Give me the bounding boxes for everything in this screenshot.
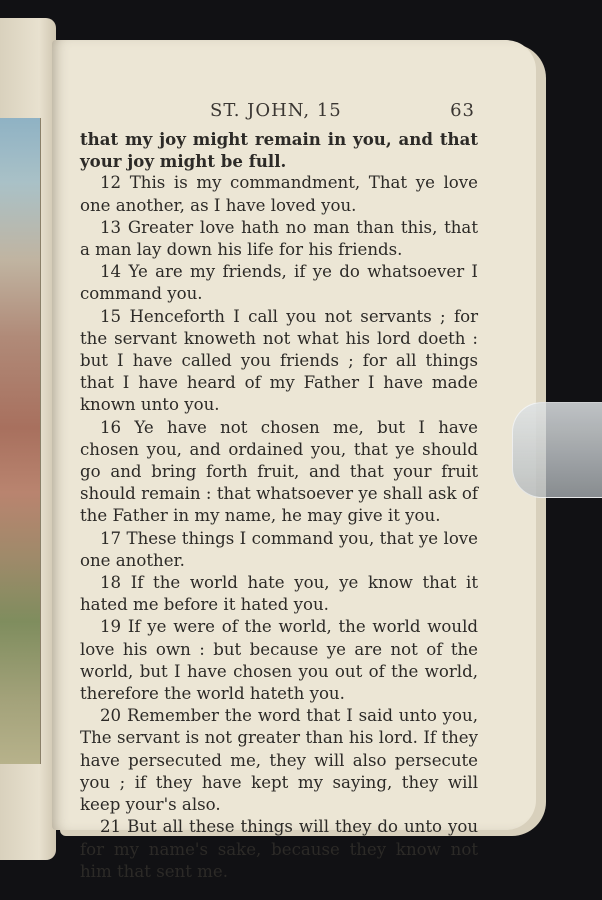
verse-text: Greater love hath no man than this, that a man lay down his life for his friends. (80, 217, 478, 260)
verse-number: 21 (100, 817, 122, 837)
verse-number: 16 (100, 417, 122, 437)
verse-number: 19 (100, 617, 122, 637)
verse (80, 261, 478, 305)
verse-text: If ye were of the world, the world would love his own : but because ye are not of the world, but I have chosen you out of the world, therefore the world hateth you. (80, 617, 478, 704)
verse-continuation (80, 128, 478, 172)
verse-text: Ye have not chosen me, but I have chosen you, and ordained you, that ye should go and bring forth fruit, and that your fruit should remain : that whatsoever ye shall ask of the Father in my name, he may give it you. (80, 417, 478, 526)
verse (80, 217, 478, 261)
page-clip (512, 402, 602, 498)
page-number: 63 (450, 100, 475, 121)
verse-number: 14 (100, 262, 122, 282)
verse (80, 417, 478, 528)
color-plate-illustration (0, 118, 41, 764)
verse-text: These things I command you, that ye love one another. (80, 528, 479, 570)
verse-text: Remember the word that I said unto you, The servant is not greater than his lord. If they have persecuted me, they will also persecute you ; if they have kept my saying, they will keep your's also. (80, 706, 478, 815)
verse (80, 306, 478, 417)
page-header (80, 100, 480, 124)
verse (80, 528, 478, 572)
verse-number: 20 (100, 706, 122, 726)
verse-text: If the world hate you, ye know that it hated me before it hated you. (80, 573, 479, 615)
verse-text: This is my commandment, That ye love one another, as I have loved you. (80, 173, 478, 215)
scripture-text (80, 128, 478, 883)
verse-number: 12 (100, 173, 122, 193)
verse (80, 816, 478, 883)
verse (80, 172, 478, 216)
verse-number: 17 (100, 528, 122, 548)
verse-text: that my joy might remain in you, and that your joy might be full. (80, 129, 478, 172)
verse (80, 572, 478, 616)
verse-text: Ye are my friends, if ye do whatsoever I command you. (80, 262, 478, 304)
verse (80, 616, 478, 705)
verse-number: 15 (100, 306, 122, 326)
verse-number: 13 (100, 217, 122, 237)
verse (80, 705, 478, 816)
verse-text: But all these things will they do unto you for my name's sake, because they know not him that sent me. (80, 817, 479, 881)
running-head: ST. JOHN, 15 (210, 100, 342, 121)
verse-text: Henceforth I call you not servants ; for the servant knoweth not what his lord doeth : but I have called you friends ; for all things that I have heard of my Father I have made known unto you. (80, 306, 479, 415)
verse-number: 18 (100, 573, 122, 593)
